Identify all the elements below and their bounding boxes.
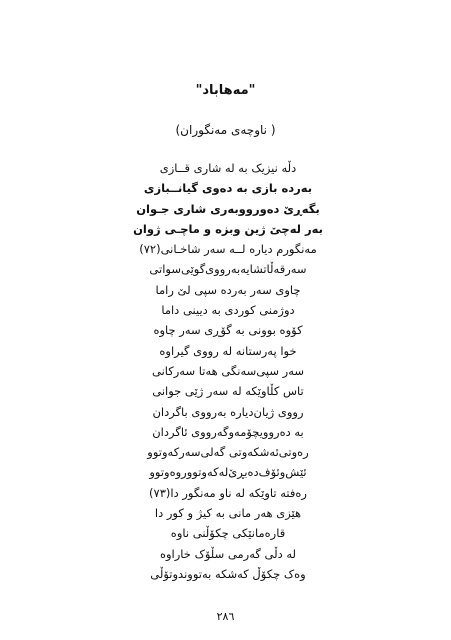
poem-title: "مەهاباد": [195, 83, 256, 98]
page-number: ٢٨٦: [216, 610, 235, 623]
poem-line: قارەمانێکی چکۆڵنی ناوە: [170, 526, 286, 541]
poem-body: [48, 158, 408, 584]
poem-line: سەرقەڵاتشایەبەرووی‌گوێی‌سواتی: [149, 262, 307, 277]
poem-line: خوا پەرستانە لە رووی گیراوە: [159, 343, 297, 358]
poem-line: رووی ژیان‌دیارە بەرووی باگردان: [152, 404, 304, 419]
poem-line: هێزی هەر مانی بە کیژ و کور دا: [154, 506, 302, 521]
poem-line: تاس کڵاوێکە لە سەر ژێی جوانی: [152, 384, 304, 399]
poem-line: ئێش‌وئۆف‌دەبڕێ‌لەکەوتووروەوتوو: [149, 465, 307, 480]
poem-line: رەفتە تاوێکە لە ناو مەنگور دا(٧٣): [149, 485, 307, 500]
poem-line: بەردە بازی بە دەوی گیانــبازی: [143, 181, 313, 196]
poem-line: چاوی سەر بەردە سپی لێ راما: [155, 282, 301, 297]
poem-line: دڵە نیزیک بە لە شاری قــازی: [159, 161, 297, 175]
poem-subtitle: ( ناوچەی مەنگوران): [175, 123, 276, 137]
poem-line: وەک چکۆڵ کەشکە بەتووندوتۆڵی: [150, 566, 306, 581]
poem-line: مەنگورم دیارە لــە سەر شاخـانی(٧٢): [139, 242, 317, 257]
poem-line: بگەڕێ دەورووبەری شاری جـوان: [136, 201, 320, 216]
poem-line: رەوتی‌ئەشکەوتی گەلی‌سەرکەوتوو: [147, 445, 309, 460]
poem-line: بە دەروویچۆمەوگەرووی ئاگردان: [152, 424, 304, 439]
poem-line: دوژمنی کوردی بە دیینی داما: [161, 303, 295, 318]
poem-line: سەر سپی‌سەنگی هەتا سەرکانی: [151, 363, 304, 378]
poem-line: لە دڵی گەرمی سڵۆک خاراوە: [159, 546, 297, 561]
poem-line: بەر لەچێ ژین وبزە و ماچـی ژوان: [133, 221, 323, 236]
poem-line: کۆوە بوونی بە گۆڕی سەر چاوە: [153, 323, 303, 338]
